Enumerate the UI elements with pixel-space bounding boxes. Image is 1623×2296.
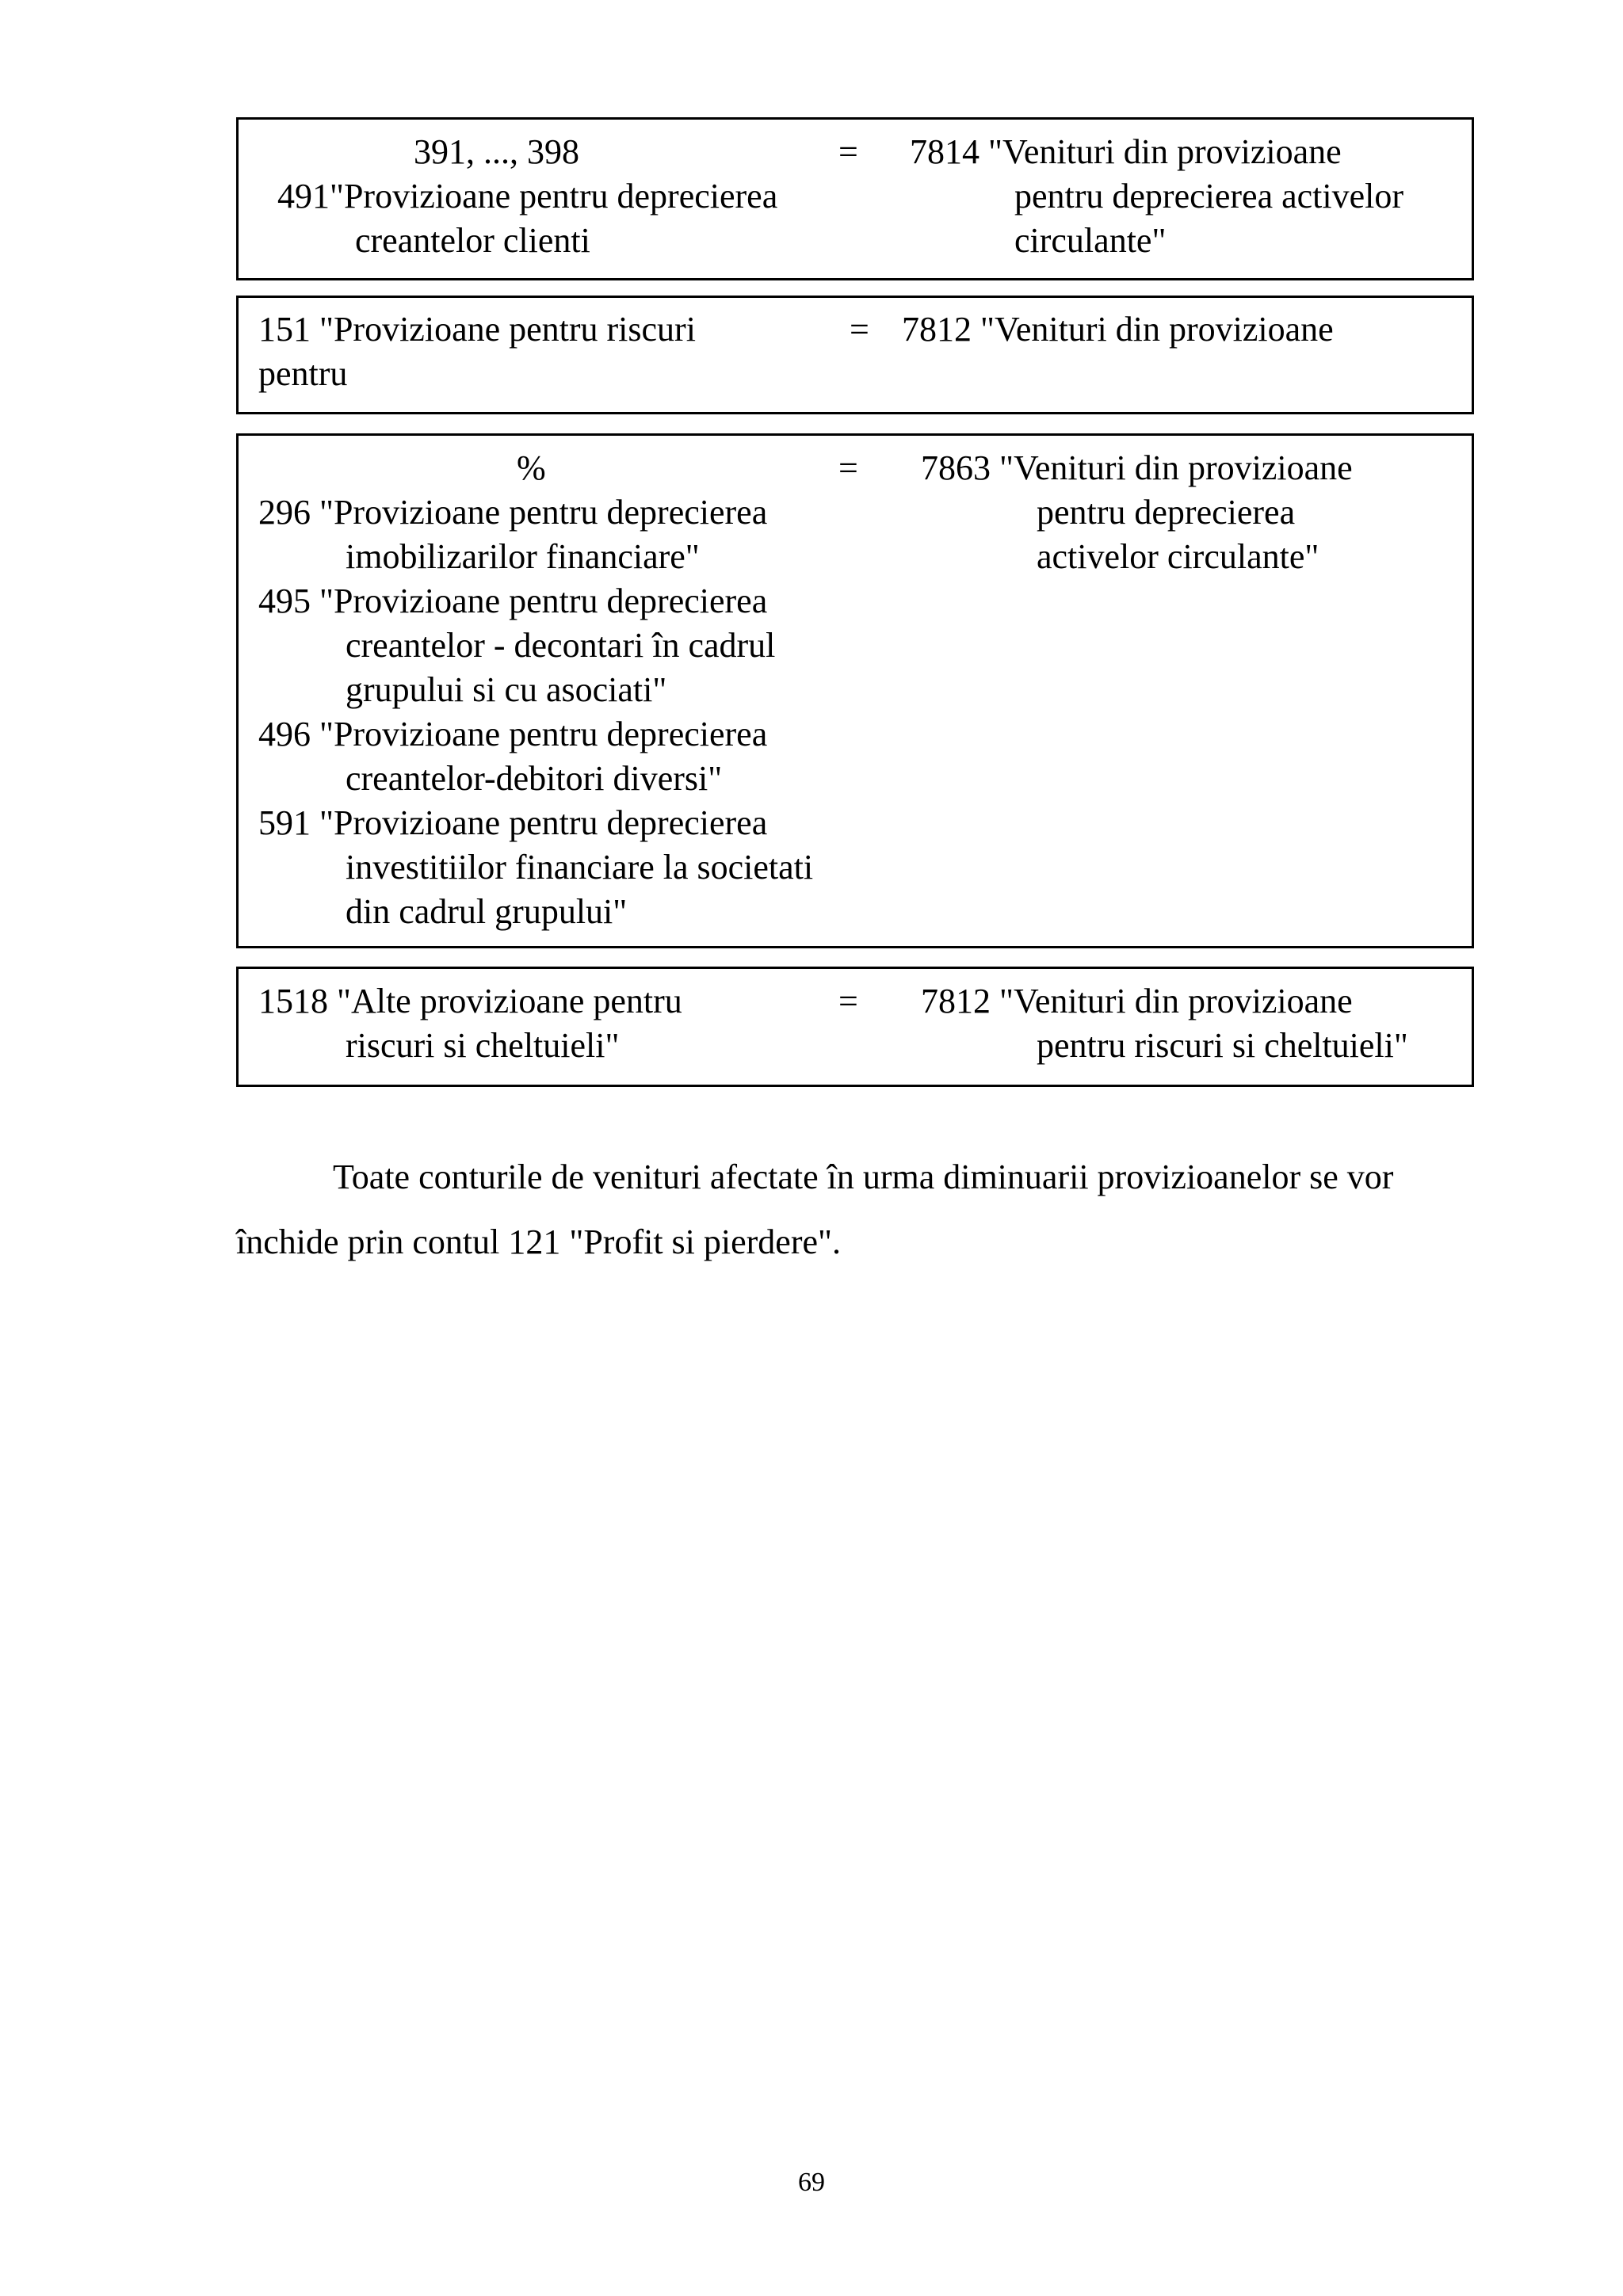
entry-4-credit-line-1: 7812 "Venituri din provizioane bbox=[921, 982, 1353, 1020]
closing-paragraph-line-2: închide prin contul 121 "Profit si pierdere". bbox=[236, 1222, 841, 1261]
page-number: 69 bbox=[798, 2168, 825, 2197]
entry-3-debit-line-3: imobilizarilor financiare" bbox=[346, 537, 700, 576]
entry-4-debit-line-1: 1518 "Alte provizioane pentru bbox=[258, 982, 682, 1020]
entry-1-debit-line-3: creantelor clienti bbox=[355, 221, 590, 260]
entry-2-credit-line-1: 7812 "Venituri din provizioane bbox=[902, 310, 1334, 349]
entry-1-debit-line-2: 491"Provizioane pentru deprecierea bbox=[277, 177, 778, 215]
entry-1-equals-sign: = bbox=[838, 132, 858, 171]
entry-3-debit-line-7: 496 "Provizioane pentru deprecierea bbox=[258, 715, 768, 753]
entry-3-debit-line-10: investitiilor financiare la societati bbox=[346, 848, 814, 887]
entry-3-debit-line-9: 591 "Provizioane pentru deprecierea bbox=[258, 803, 768, 842]
entry-3-debit-line-8: creantelor-debitori diversi" bbox=[346, 759, 723, 798]
entry-4-credit-line-2: pentru riscuri si cheltuieli" bbox=[1037, 1026, 1408, 1065]
entry-1-credit-line-2: pentru deprecierea activelor bbox=[1014, 177, 1404, 215]
entry-3-debit-line-4: 495 "Provizioane pentru deprecierea bbox=[258, 582, 768, 620]
entry-3-debit-line-6: grupului si cu asociati" bbox=[346, 670, 667, 709]
entry-2-debit-line-2: pentru bbox=[258, 354, 348, 393]
entry-4-debit-line-2: riscuri si cheltuieli" bbox=[346, 1026, 620, 1065]
entry-3-equals-sign: = bbox=[838, 448, 858, 487]
entry-4-equals-sign: = bbox=[838, 982, 858, 1020]
entry-2-debit-line-1: 151 "Provizioane pentru riscuri bbox=[258, 310, 696, 349]
entry-1-credit-line-1: 7814 "Venituri din provizioane bbox=[910, 132, 1342, 171]
entry-3-credit-line-3: activelor circulante" bbox=[1037, 537, 1319, 576]
entry-2-equals-sign: = bbox=[850, 310, 869, 349]
entry-3-debit-line-1: % bbox=[517, 448, 546, 487]
entry-3-credit-line-2: pentru deprecierea bbox=[1037, 493, 1296, 532]
entry-1-credit-line-3: circulante" bbox=[1014, 221, 1167, 260]
entry-1-debit-line-1: 391, ..., 398 bbox=[414, 132, 579, 171]
entry-3-debit-line-11: din cadrul grupului" bbox=[346, 892, 628, 931]
entry-3-credit-line-1: 7863 "Venituri din provizioane bbox=[921, 448, 1353, 487]
entry-3-debit-line-5: creantelor - decontari în cadrul bbox=[346, 626, 776, 665]
entry-3-debit-line-2: 296 "Provizioane pentru deprecierea bbox=[258, 493, 768, 532]
closing-paragraph-line-1: Toate conturile de venituri afectate în urma diminuarii provizioanelor se vor bbox=[333, 1158, 1394, 1196]
